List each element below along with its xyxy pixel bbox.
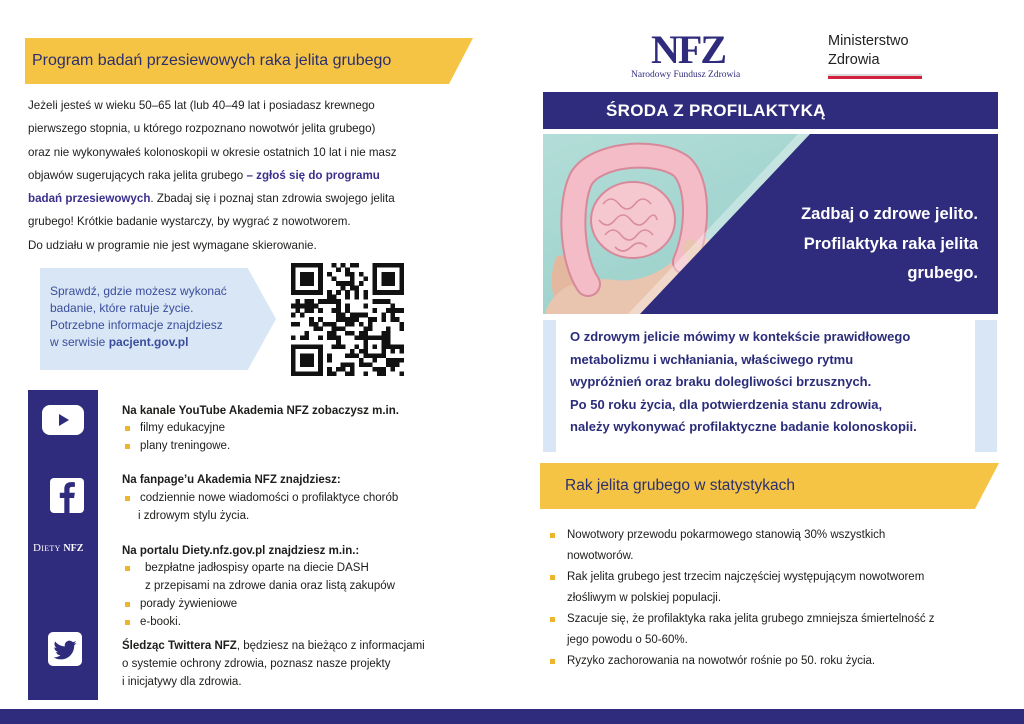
bullet	[550, 659, 555, 664]
info-line: wypróżnień oraz braku dolegliwości brzusznych.	[570, 374, 872, 390]
bullet	[550, 617, 555, 622]
intro-line: Jeżeli jesteś w wieku 50–65 lat (lub 40–49 lat i posiadasz krewnego	[28, 99, 375, 112]
info-text	[570, 326, 917, 439]
intro-line: oraz nie wykonywałeś kolonoskopii w okresie ostatnich 10 lat i nie masz	[28, 145, 397, 159]
stats-item	[550, 567, 935, 588]
youtube-heading: Na kanale YouTube Akademia NFZ zobaczysz m.in.	[122, 405, 399, 417]
callout-link: pacjent.gov.pl	[108, 334, 189, 349]
stats-item-continued: nowotworów.	[567, 549, 634, 562]
hero-line: Profilaktyka raka jelita	[803, 234, 978, 253]
info-line: Po 50 roku życia, dla potwierdzenia stanu zdrowia,	[570, 396, 883, 412]
diety-label: Diety	[33, 542, 61, 554]
twitter-icon	[48, 632, 82, 666]
twitter-heading: Śledząc Twittera NFZ	[122, 640, 237, 652]
diety-item: porady żywieniowe	[140, 598, 238, 610]
nfz-logo: NFZ	[651, 27, 725, 72]
ministry-flag-line-red	[828, 76, 922, 79]
program-intro	[28, 94, 397, 257]
info-line: O zdrowym jelicie mówimy w kontekście prawidłowego	[570, 329, 911, 344]
stats-item-text: Ryzyko zachorowania na nowotwór rośnie po 50. roku życia.	[567, 654, 876, 667]
info-box-left-bar	[543, 320, 556, 452]
facebook-item-continued: i zdrowym stylu życia.	[138, 510, 250, 522]
intro-text: objawów sugerujących raka jelita grubego	[28, 168, 247, 182]
stats-item-text: Rak jelita grubego jest trzecim najczęściej występującym nowotworem	[567, 570, 925, 583]
footer-bar	[0, 709, 1024, 724]
callout-text	[50, 283, 227, 351]
youtube-icon	[42, 405, 84, 435]
stats-item	[550, 651, 935, 672]
stats-item-text: Szacuje się, że profilaktyka raka jelita grubego zmniejsza śmiertelność z	[567, 612, 935, 625]
youtube-item: plany treningowe.	[140, 440, 231, 452]
intro-highlight: – zgłoś się do programu	[246, 168, 380, 182]
small-intestine	[591, 182, 675, 258]
diety-nfz-logo	[33, 542, 83, 554]
facebook-item: codziennie nowe wiadomości o profilaktyce chorób	[140, 492, 399, 504]
stats-item-text: Nowotwory przewodu pokarmowego stanowią 30% wszystkich	[567, 528, 886, 541]
bullet	[125, 496, 130, 501]
nfz-logo-name: Narodowy Fundusz Zdrowia	[631, 70, 741, 80]
intro-text: . Zbadaj się i poznaj stan zdrowia swojego jelita	[150, 192, 395, 206]
bullet	[125, 602, 130, 607]
bullet	[550, 575, 555, 580]
program-title: Program badań przesiewowych raka jelita grubego	[32, 52, 392, 69]
diety-item: e-booki.	[140, 616, 181, 628]
intro-line	[28, 164, 397, 187]
hero-line: grubego.	[907, 264, 978, 282]
twitter-line: i inicjatywy dla zdrowia.	[122, 676, 242, 688]
callout-prefix: w serwisie	[50, 334, 109, 349]
youtube-item: filmy edukacyjne	[140, 422, 226, 434]
twitter-line: o systemie ochrony zdrowia, poznasz nasze projekty	[122, 658, 391, 670]
intro-line: pierwszego stopnia, u którego rozpoznano nowotwór jelita grubego)	[28, 122, 376, 136]
twitter-line: , będziesz na bieżąco z informacjami	[236, 640, 425, 652]
stats-item-continued: złośliwym w polskiej populacji.	[567, 591, 722, 604]
stats-item-continued: jego powodu o 50-60%.	[567, 633, 688, 646]
stats-title: Rak jelita grubego w statystykach	[565, 477, 796, 494]
campaign-banner-title: ŚRODA Z PROFILAKTYKĄ	[606, 101, 826, 120]
callout-line	[50, 334, 227, 351]
stats-list	[550, 525, 935, 672]
stats-item	[550, 609, 935, 630]
qr-code	[291, 263, 404, 376]
facebook-icon	[50, 478, 84, 513]
intro-line: Do udziału w programie nie jest wymagane skierowanie.	[28, 238, 317, 252]
bullet	[125, 566, 130, 571]
hero-line: Zadbaj o zdrowe jelito.	[801, 205, 978, 223]
info-line: należy wykonywać profilaktyczne badanie kolonoskopii.	[570, 419, 917, 435]
ministry-logo-line2: Zdrowia	[828, 52, 880, 68]
info-line: metabolizmu i wchłaniania, właściwego rytmu	[570, 351, 854, 367]
facebook-heading: Na fanpage’u Akademia NFZ znajdziesz:	[122, 474, 341, 486]
callout-line: badanie, które ratuje życie.	[50, 300, 194, 315]
bullet	[125, 620, 130, 625]
bullet	[550, 533, 555, 538]
callout-line: Potrzebne informacje znajdziesz	[50, 317, 223, 332]
info-box-right-bar	[975, 320, 997, 452]
hero-headline	[801, 200, 978, 289]
callout-line: Sprawdź, gdzie możesz wykonać	[50, 283, 227, 298]
diety-item-continued: z przepisami na zdrowe dania oraz listą zakupów	[145, 580, 395, 592]
bullet	[125, 444, 130, 449]
diety-item: bezpłatne jadłospisy oparte na diecie DASH	[145, 562, 369, 574]
diety-brand: NFZ	[63, 543, 84, 554]
stats-item	[550, 525, 935, 546]
ministry-logo-line1: Ministerstwo	[828, 33, 909, 49]
intro-line	[28, 187, 397, 210]
diety-heading: Na portalu Diety.nfz.gov.pl znajdziesz m.in.:	[122, 545, 360, 557]
twitter-text	[122, 637, 425, 655]
intro-highlight: badań przesiewowych	[28, 192, 151, 206]
intro-line: grubego! Krótkie badanie wystarczy, by wygrać z nowotworem.	[28, 215, 351, 229]
bullet	[125, 426, 130, 431]
